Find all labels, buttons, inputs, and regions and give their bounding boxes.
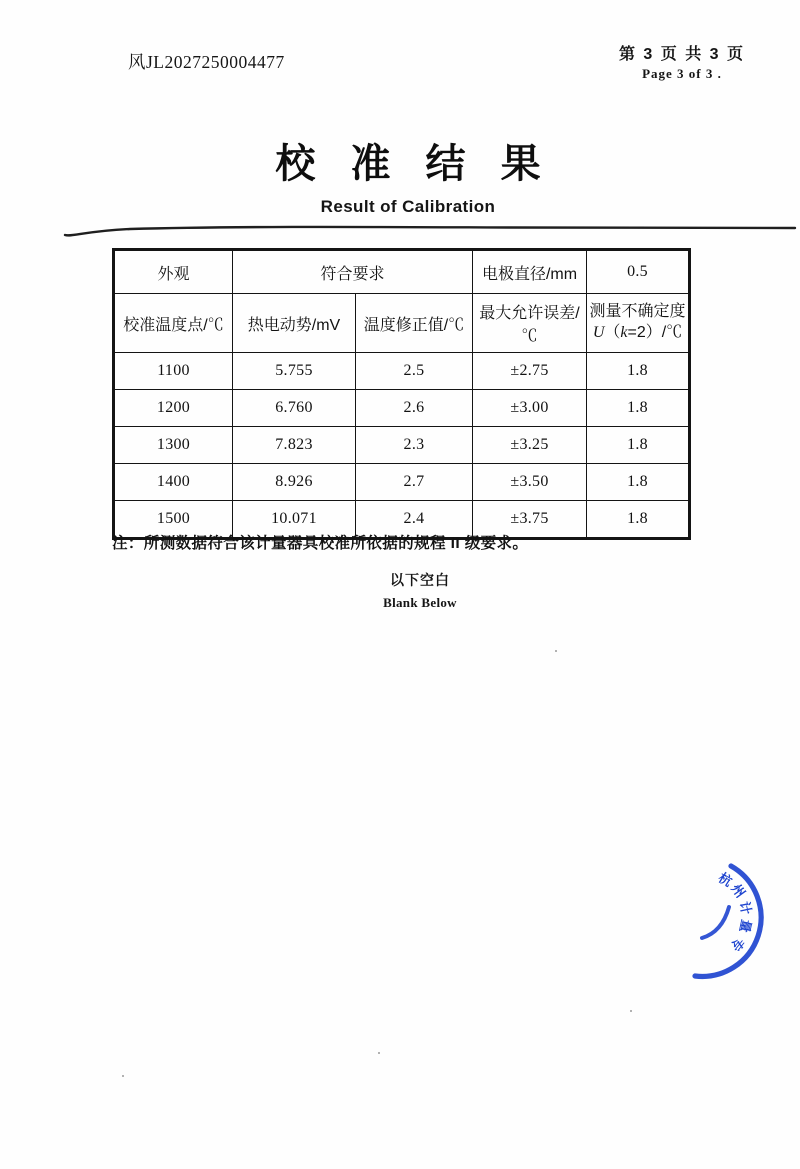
title-block (8, 132, 800, 217)
cell-max-error: ±2.75 (473, 353, 587, 390)
table-row (114, 353, 690, 390)
blank-below-cn: 以下空白 (390, 572, 450, 588)
appearance-row (114, 250, 690, 294)
scan-speck (555, 650, 557, 652)
appearance-label: 外观 (114, 250, 233, 294)
cell-uncertainty: 1.8 (587, 501, 690, 539)
table-row (114, 427, 690, 464)
uncertainty-paren-close: =2）/℃ (627, 324, 683, 341)
col-header-uncertainty (587, 294, 690, 353)
uncertainty-k-symbol: k (620, 324, 628, 341)
col-header-correction: 温度修正值/℃ (356, 294, 473, 353)
electrode-diameter-value: 0.5 (587, 250, 690, 294)
cell-max-error: ±3.00 (473, 390, 587, 427)
table-row (114, 390, 690, 427)
seal-char: 州 (728, 881, 749, 901)
official-seal-partial (678, 850, 778, 985)
seal-inner-arc (702, 907, 729, 938)
cell-uncertainty: 1.8 (587, 390, 690, 427)
cell-uncertainty: 1.8 (587, 464, 690, 501)
cell-correction: 2.3 (356, 427, 473, 464)
blank-below-en: Blank Below (383, 595, 457, 610)
page-indicator-cn: 第 3 页 共 3 页 (618, 46, 746, 63)
scan-speck (630, 1010, 632, 1012)
cell-temp: 1400 (114, 464, 233, 501)
cell-correction: 2.7 (356, 464, 473, 501)
cell-emf: 8.926 (233, 464, 356, 501)
cell-emf: 7.823 (233, 427, 356, 464)
uncertainty-u-symbol: U (592, 324, 605, 341)
cell-temp: 1500 (114, 501, 233, 539)
horizontal-rule (60, 220, 800, 242)
cell-correction: 2.6 (356, 390, 473, 427)
seal-char: 量 (736, 918, 755, 935)
cell-emf: 10.071 (233, 501, 356, 539)
column-header-row (114, 294, 690, 353)
cell-correction: 2.4 (356, 501, 473, 539)
calibration-results-table (112, 248, 691, 540)
scan-speck (378, 1052, 380, 1054)
col-header-temperature: 校准温度点/℃ (114, 294, 233, 353)
cell-correction: 2.5 (356, 353, 473, 390)
cell-emf: 5.755 (233, 353, 356, 390)
appearance-value: 符合要求 (233, 250, 473, 294)
scan-speck (122, 1075, 124, 1077)
uncertainty-line1: 测量不确定度 (589, 303, 686, 321)
uncertainty-paren-open: （ (604, 324, 621, 341)
seal-char: 杭 (715, 869, 735, 890)
page-indicator (612, 41, 752, 82)
cell-uncertainty: 1.8 (587, 427, 690, 464)
cell-max-error: ±3.50 (473, 464, 587, 501)
page-title: 校 准 结 果 (275, 142, 553, 186)
note-text: 注：所测数据符合该计量器具校准所依据的规程 II 级要求。 (112, 535, 529, 552)
cell-temp: 1100 (114, 353, 233, 390)
cell-uncertainty: 1.8 (587, 353, 690, 390)
cell-max-error: ±3.25 (473, 427, 587, 464)
seal-char: 专 (727, 934, 748, 955)
cell-emf: 6.760 (233, 390, 356, 427)
table-row (114, 464, 690, 501)
cell-temp: 1200 (114, 390, 233, 427)
col-header-emf: 热电动势/mV (233, 294, 356, 353)
certificate-number: 风JL2027250004477 (128, 52, 285, 72)
page-indicator-en: Page 3 of 3 . (642, 66, 722, 81)
cell-temp: 1300 (114, 427, 233, 464)
seal-char: 计 (736, 899, 755, 916)
blank-below-block (20, 570, 800, 611)
page-subtitle: Result of Calibration (320, 197, 496, 216)
cell-max-error: ±3.75 (473, 501, 587, 539)
col-header-max-error: 最大允许误差/℃ (473, 294, 587, 353)
electrode-diameter-label: 电极直径/mm (473, 250, 587, 294)
